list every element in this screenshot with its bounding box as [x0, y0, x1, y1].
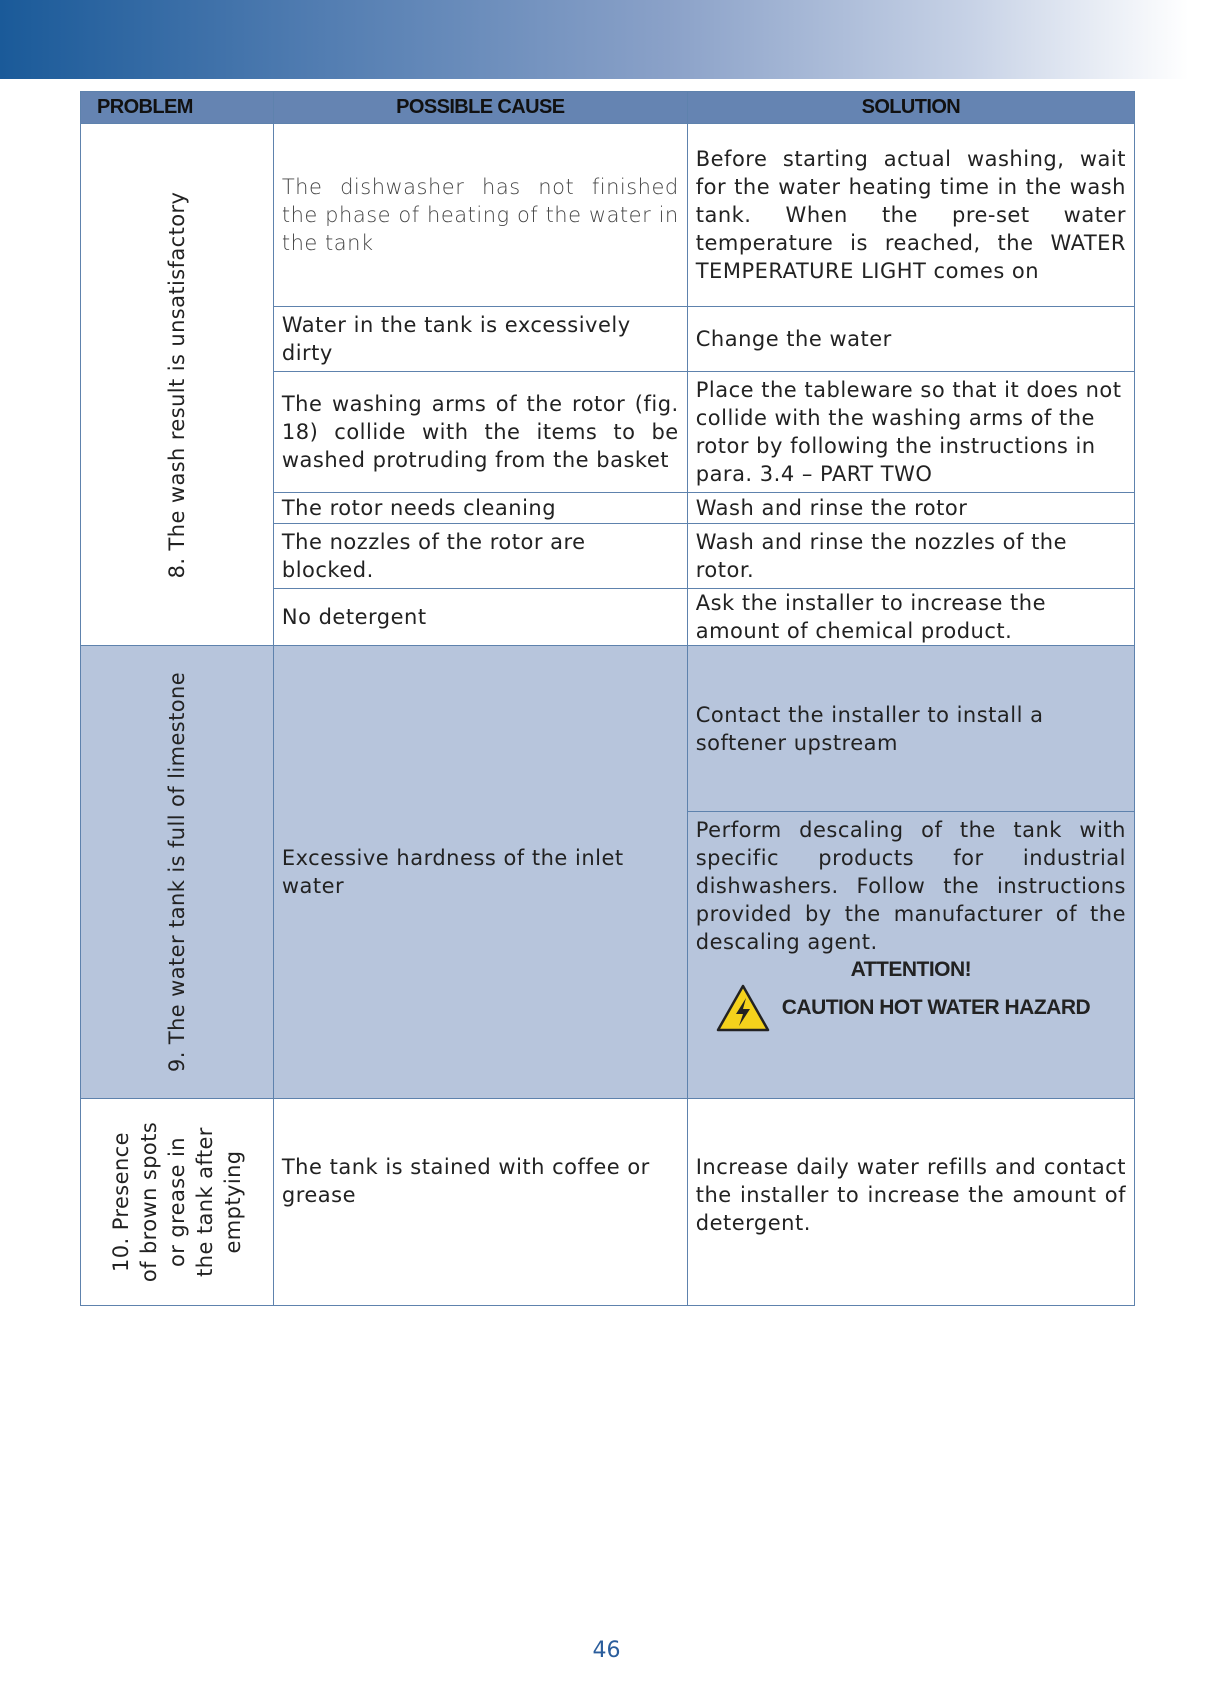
header-possible-cause: POSSIBLE CAUSE — [273, 92, 687, 124]
solution-cell — [687, 372, 1134, 493]
solution-text: Wash and rinse the rotor — [695, 496, 968, 520]
solution-text: Place the tableware so that it does not collide with the washing arms of the rotor by following the instructions in para. 3.4 – PART TWO — [695, 378, 1122, 486]
header-solution: SOLUTION — [687, 92, 1134, 124]
problem-10-line: of brown spots — [136, 1121, 161, 1283]
problem-8-label: 8. The wash result is unsatisfactory — [164, 191, 189, 578]
solution-part-a — [688, 646, 1134, 812]
solution-cell — [687, 1099, 1134, 1306]
solution-cell — [687, 646, 1134, 1099]
solution-cell — [687, 589, 1134, 646]
solution-text: Change the water — [695, 327, 892, 351]
cause-cell — [273, 307, 687, 372]
problem-10-line: 10. Presence — [108, 1132, 133, 1272]
cause-cell — [273, 1099, 687, 1306]
table-row — [81, 1099, 1135, 1306]
solution-text: Increase daily water refills and contact the installer to increase the amount of detergent. — [695, 1155, 1126, 1235]
solution-text: Contact the installer to install a softener upstream — [695, 702, 1044, 755]
table-row — [81, 646, 1135, 1099]
problem-9-label: 9. The water tank is full of limestone — [164, 671, 189, 1073]
problem-8-cell — [81, 124, 274, 646]
header-problem: PROBLEM — [81, 92, 274, 124]
electrical-hazard-icon — [716, 984, 770, 1032]
solution-cell — [687, 124, 1134, 307]
cause-text: The rotor needs cleaning — [281, 496, 557, 520]
cause-text: The tank is stained with coffee or grease — [281, 1155, 650, 1207]
solution-text: Wash and rinse the nozzles of the rotor. — [695, 530, 1068, 582]
cause-text: Water in the tank is excessively dirty — [281, 313, 631, 365]
cause-cell — [273, 372, 687, 493]
problem-10-cell — [81, 1099, 274, 1306]
cause-cell — [273, 493, 687, 524]
table-row — [81, 124, 1135, 307]
solution-part-b — [688, 812, 1134, 1032]
solution-cell — [687, 307, 1134, 372]
solution-cell — [687, 524, 1134, 589]
solution-text: Before starting actual washing, wait for the water heating time in the wash tank. When the pre-set water temperature is reached, the WATER TEMPERATURE LIGHT comes on — [695, 147, 1126, 283]
cause-text: Excessive hardness of the inlet water — [281, 846, 624, 898]
cause-cell — [273, 124, 687, 307]
hazard-warning — [688, 984, 1134, 1032]
page-number: 46 — [592, 1638, 621, 1663]
problem-10-line: or grease in — [164, 1137, 189, 1267]
solution-text: Ask the installer to increase the amount of chemical product. — [695, 591, 1047, 643]
cause-text: No detergent — [281, 605, 427, 629]
problem-10-line: the tank after — [192, 1127, 217, 1277]
cause-cell — [273, 524, 687, 589]
problem-10-line: emptying — [220, 1150, 245, 1254]
cause-text: The washing arms of the rotor (fig. 18) collide with the items to be washed protruding from the basket — [281, 392, 679, 472]
solution-cell — [687, 493, 1134, 524]
troubleshooting-table — [80, 91, 1135, 1306]
attention-heading: ATTENTION! — [850, 958, 972, 981]
cause-cell — [273, 589, 687, 646]
problem-9-cell — [81, 646, 274, 1099]
problem-10-label — [107, 1122, 247, 1282]
header-band — [0, 0, 1213, 79]
solution-text: Perform descaling of the tank with specific products for industrial dishwashers. Follow the instructions provided by the manufacturer of the descaling agent. — [695, 818, 1126, 954]
caution-text: CAUTION HOT WATER HAZARD — [781, 996, 1091, 1019]
cause-text: The nozzles of the rotor are blocked. — [281, 530, 586, 582]
cause-text: The dishwasher has not finished the phase of heating of the water in the tank — [281, 175, 679, 255]
table-header-row — [81, 92, 1135, 124]
cause-cell — [273, 646, 687, 1099]
